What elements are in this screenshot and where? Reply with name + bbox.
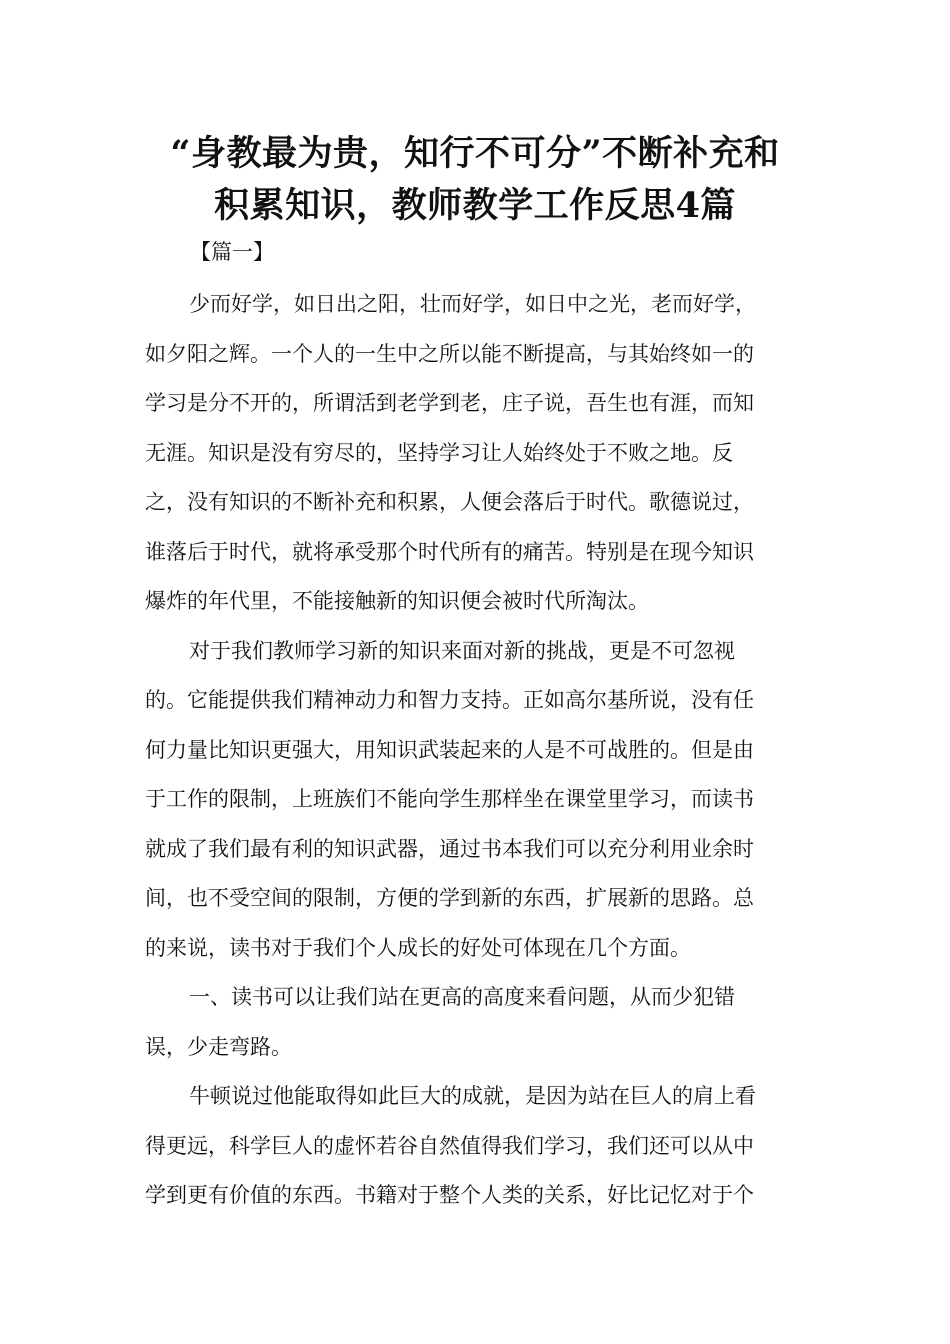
text-line: 少而好学，如日出之阳，壮而好学，如日中之光，老而好学， <box>189 292 756 316</box>
text-line: 之，没有知识的不断补充和积累，人便会落后于时代。歌德说过， <box>145 490 754 514</box>
document-title <box>120 128 830 232</box>
paragraph <box>145 973 805 1072</box>
paragraph <box>145 1072 805 1221</box>
document-body <box>145 280 805 1221</box>
title-line: “身教最为贵，知行不可分”不断补充和 <box>170 133 780 174</box>
text-line: 学到更有价值的东西。书籍对于整个人类的关系，好比记忆对于个 <box>145 1183 754 1207</box>
paragraph <box>145 627 805 974</box>
paragraph <box>145 280 805 627</box>
text-line: 如夕阳之辉。一个人的一生中之所以能不断提高，与其始终如一的 <box>145 341 754 366</box>
text-line: 谁落后于时代，就将承受那个时代所有的痛苦。特别是在现今知识 <box>145 539 754 564</box>
text-line: 对于我们教师学习新的知识来面对新的挑战，更是不可忽视 <box>189 638 735 663</box>
text-line: 何力量比知识更强大，用知识武装起来的人是不可战胜的。但是由 <box>145 737 754 762</box>
text-line: 爆炸的年代里，不能接触新的知识便会被时代所淘汰。 <box>145 589 649 613</box>
title-line: 积累知识，教师教学工作反思4篇 <box>214 185 736 226</box>
text-line: 学习是分不开的，所谓活到老学到老，庄子说，吾生也有涯，而知 <box>145 391 754 415</box>
text-line: 无涯。知识是没有穷尽的，坚持学习让人始终处于不败之地。反 <box>145 440 733 465</box>
text-line: 的。它能提供我们精神动力和智力支持。正如高尔基所说，没有任 <box>145 688 754 712</box>
text-line: 误，少走弯路。 <box>145 1034 292 1059</box>
text-line: 间，也不受空间的限制，方便的学到新的东西，扩展新的思路。总 <box>145 886 754 910</box>
text-line: 的来说，读书对于我们个人成长的好处可体现在几个方面。 <box>145 935 691 960</box>
text-line: 一、读书可以让我们站在更高的高度来看问题，从而少犯错 <box>189 985 735 1009</box>
section-label: 【篇一】 <box>190 240 274 264</box>
text-line: 得更远，科学巨人的虚怀若谷自然值得我们学习，我们还可以从中 <box>145 1133 754 1158</box>
text-line: 就成了我们最有利的知识武器，通过书本我们可以充分利用业余时 <box>145 836 754 861</box>
text-line: 于工作的限制，上班族们不能向学生那样坐在课堂里学习，而读书 <box>145 787 754 811</box>
text-line: 牛顿说过他能取得如此巨大的成就，是因为站在巨人的肩上看 <box>189 1084 756 1108</box>
